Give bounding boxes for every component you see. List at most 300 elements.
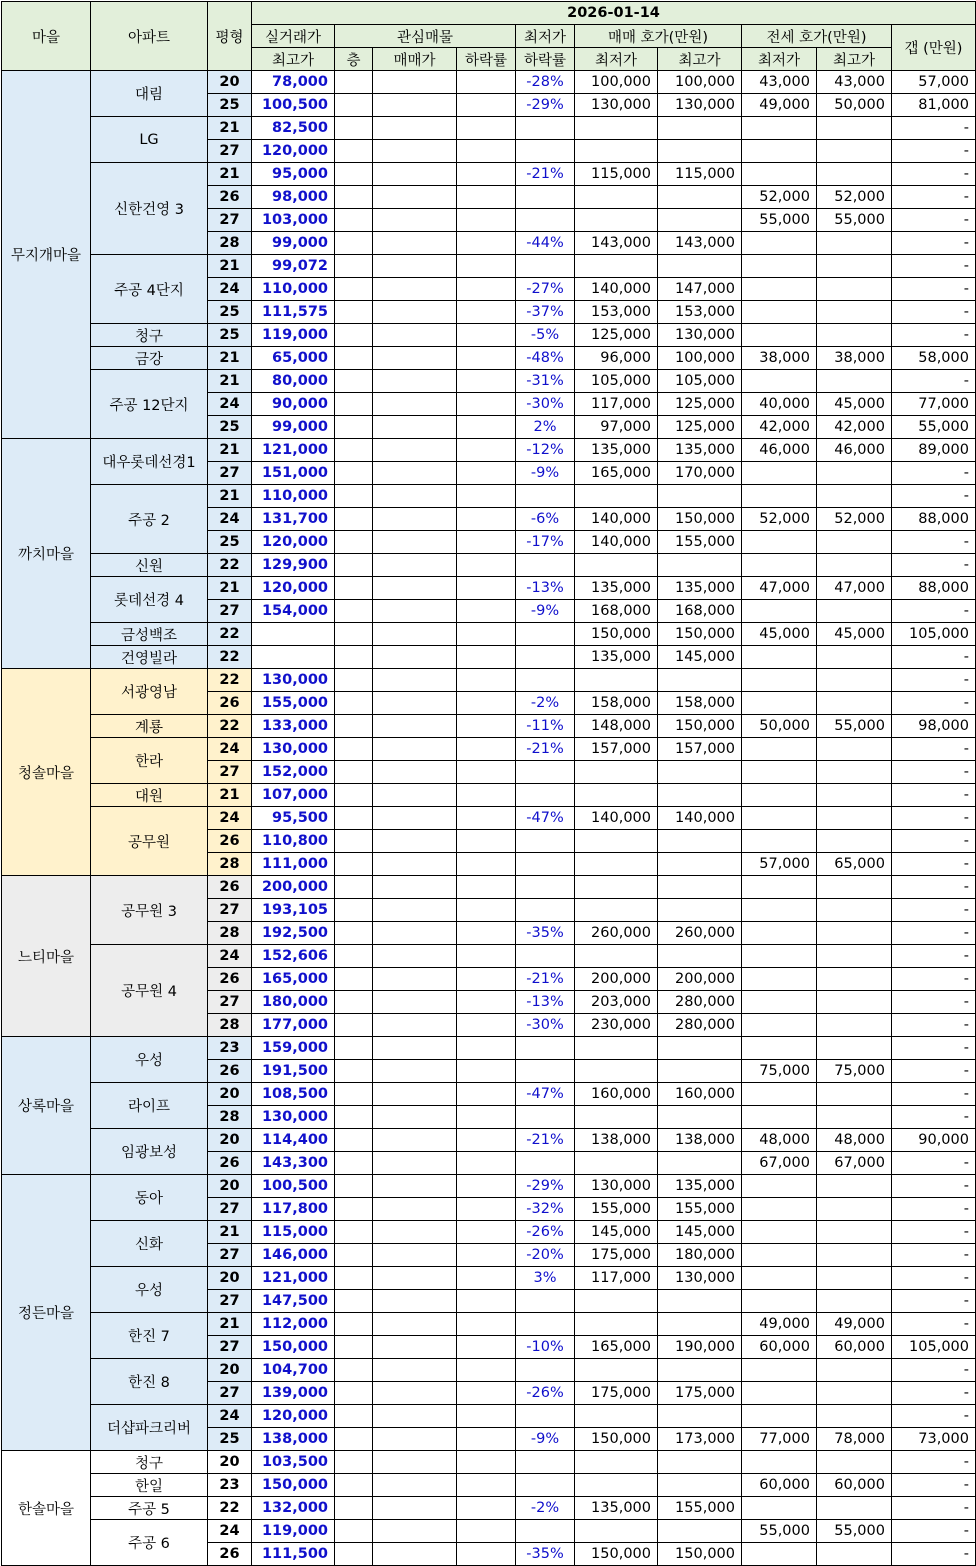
interest-floor bbox=[335, 968, 373, 991]
interest-drop-rate bbox=[457, 462, 516, 485]
lowest-drop-rate bbox=[516, 1520, 575, 1543]
header-pyeong: 평형 bbox=[208, 2, 252, 71]
real-max-price: 99,072 bbox=[252, 255, 335, 278]
lowest-drop-rate: 3% bbox=[516, 1267, 575, 1290]
pyeong-value: 21 bbox=[208, 163, 252, 186]
jeonse-min-price: 75,000 bbox=[742, 1060, 817, 1083]
gap-value: - bbox=[892, 1543, 976, 1566]
gap-value: 105,000 bbox=[892, 623, 976, 646]
ask-min-price: 148,000 bbox=[575, 715, 658, 738]
lowest-drop-rate: -35% bbox=[516, 1543, 575, 1566]
pyeong-value: 27 bbox=[208, 1382, 252, 1405]
jeonse-max-price bbox=[817, 646, 892, 669]
jeonse-max-price bbox=[817, 1405, 892, 1428]
apartment-name: 한일 bbox=[91, 1474, 208, 1497]
lowest-drop-rate bbox=[516, 209, 575, 232]
ask-max-price bbox=[658, 554, 742, 577]
ask-max-price: 100,000 bbox=[658, 71, 742, 94]
pyeong-value: 23 bbox=[208, 1474, 252, 1497]
gap-value: 88,000 bbox=[892, 508, 976, 531]
real-max-price: 119,000 bbox=[252, 1520, 335, 1543]
village-name: 느티마을 bbox=[2, 876, 91, 1037]
table-row bbox=[2, 1267, 976, 1290]
jeonse-min-price: 46,000 bbox=[742, 439, 817, 462]
lowest-drop-rate bbox=[516, 186, 575, 209]
interest-floor bbox=[335, 1405, 373, 1428]
jeonse-max-price bbox=[817, 531, 892, 554]
lowest-drop-rate: -12% bbox=[516, 439, 575, 462]
gap-value: - bbox=[892, 1175, 976, 1198]
jeonse-max-price: 55,000 bbox=[817, 1520, 892, 1543]
apartment-name: 신화 bbox=[91, 1221, 208, 1267]
interest-drop-rate bbox=[457, 393, 516, 416]
interest-sale-price bbox=[373, 991, 457, 1014]
lowest-drop-rate: -30% bbox=[516, 393, 575, 416]
gap-value: - bbox=[892, 692, 976, 715]
gap-value: - bbox=[892, 784, 976, 807]
table-row bbox=[2, 1359, 976, 1382]
header-gap: 갭 (만원) bbox=[892, 25, 976, 71]
jeonse-max-price: 48,000 bbox=[817, 1129, 892, 1152]
interest-floor bbox=[335, 1451, 373, 1474]
ask-max-price: 147,000 bbox=[658, 278, 742, 301]
gap-value: - bbox=[892, 232, 976, 255]
real-max-price: 65,000 bbox=[252, 347, 335, 370]
gap-value: - bbox=[892, 1267, 976, 1290]
pyeong-value: 27 bbox=[208, 1290, 252, 1313]
real-max-price: 111,575 bbox=[252, 301, 335, 324]
interest-drop-rate bbox=[457, 1359, 516, 1382]
ask-max-price: 175,000 bbox=[658, 1382, 742, 1405]
apartment-name: 우성 bbox=[91, 1037, 208, 1083]
interest-sale-price bbox=[373, 1543, 457, 1566]
gap-value: - bbox=[892, 1313, 976, 1336]
real-max-price: 200,000 bbox=[252, 876, 335, 899]
real-max-price: 192,500 bbox=[252, 922, 335, 945]
table-row bbox=[2, 738, 976, 761]
pyeong-value: 20 bbox=[208, 1175, 252, 1198]
pyeong-value: 24 bbox=[208, 945, 252, 968]
lowest-drop-rate: 2% bbox=[516, 416, 575, 439]
real-max-price: 111,500 bbox=[252, 1543, 335, 1566]
interest-floor bbox=[335, 554, 373, 577]
lowest-drop-rate: -44% bbox=[516, 232, 575, 255]
lowest-drop-rate bbox=[516, 140, 575, 163]
interest-drop-rate bbox=[457, 830, 516, 853]
interest-drop-rate bbox=[457, 416, 516, 439]
jeonse-min-price bbox=[742, 761, 817, 784]
pyeong-value: 25 bbox=[208, 324, 252, 347]
ask-min-price bbox=[575, 1152, 658, 1175]
ask-min-price: 135,000 bbox=[575, 577, 658, 600]
jeonse-min-price: 43,000 bbox=[742, 71, 817, 94]
real-max-price: 111,000 bbox=[252, 853, 335, 876]
ask-max-price bbox=[658, 1313, 742, 1336]
ask-min-price bbox=[575, 1451, 658, 1474]
interest-floor bbox=[335, 1198, 373, 1221]
interest-drop-rate bbox=[457, 1014, 516, 1037]
lowest-drop-rate: -13% bbox=[516, 577, 575, 600]
interest-sale-price bbox=[373, 1129, 457, 1152]
interest-sale-price bbox=[373, 1382, 457, 1405]
real-max-price: 117,800 bbox=[252, 1198, 335, 1221]
ask-max-price bbox=[658, 1359, 742, 1382]
pyeong-value: 21 bbox=[208, 347, 252, 370]
ask-max-price bbox=[658, 876, 742, 899]
jeonse-min-price bbox=[742, 278, 817, 301]
jeonse-min-price bbox=[742, 1359, 817, 1382]
interest-floor bbox=[335, 1083, 373, 1106]
gap-value: - bbox=[892, 462, 976, 485]
interest-sale-price bbox=[373, 1359, 457, 1382]
pyeong-value: 27 bbox=[208, 600, 252, 623]
ask-max-price bbox=[658, 761, 742, 784]
gap-value: 90,000 bbox=[892, 1129, 976, 1152]
real-max-price: 150,000 bbox=[252, 1474, 335, 1497]
interest-drop-rate bbox=[457, 1543, 516, 1566]
jeonse-max-price bbox=[817, 1267, 892, 1290]
gap-value: - bbox=[892, 1198, 976, 1221]
gap-value: - bbox=[892, 807, 976, 830]
interest-floor bbox=[335, 531, 373, 554]
ask-max-price bbox=[658, 1451, 742, 1474]
jeonse-max-price bbox=[817, 899, 892, 922]
interest-sale-price bbox=[373, 715, 457, 738]
interest-floor bbox=[335, 1474, 373, 1497]
jeonse-max-price bbox=[817, 1290, 892, 1313]
apartment-name: 공무원 bbox=[91, 807, 208, 876]
interest-floor bbox=[335, 600, 373, 623]
table-row bbox=[2, 784, 976, 807]
village-name: 까치마을 bbox=[2, 439, 91, 669]
ask-max-price bbox=[658, 1152, 742, 1175]
lowest-drop-rate: -37% bbox=[516, 301, 575, 324]
pyeong-value: 20 bbox=[208, 1129, 252, 1152]
gap-value: - bbox=[892, 1037, 976, 1060]
real-max-price: 143,300 bbox=[252, 1152, 335, 1175]
gap-value: - bbox=[892, 278, 976, 301]
interest-sale-price bbox=[373, 485, 457, 508]
gap-value: 58,000 bbox=[892, 347, 976, 370]
real-max-price: 95,000 bbox=[252, 163, 335, 186]
interest-sale-price bbox=[373, 209, 457, 232]
apartment-name: LG bbox=[91, 117, 208, 163]
interest-floor bbox=[335, 163, 373, 186]
lowest-drop-rate bbox=[516, 784, 575, 807]
ask-max-price bbox=[658, 1474, 742, 1497]
lowest-drop-rate bbox=[516, 669, 575, 692]
lowest-drop-rate bbox=[516, 876, 575, 899]
interest-sale-price bbox=[373, 945, 457, 968]
gap-value: - bbox=[892, 830, 976, 853]
apartment-name: 금성백조 bbox=[91, 623, 208, 646]
village-name: 청솔마을 bbox=[2, 669, 91, 876]
ask-min-price bbox=[575, 1106, 658, 1129]
lowest-drop-rate: -31% bbox=[516, 370, 575, 393]
apartment-name: 대우롯데선경1 bbox=[91, 439, 208, 485]
ask-max-price: 130,000 bbox=[658, 324, 742, 347]
interest-sale-price bbox=[373, 232, 457, 255]
ask-max-price: 143,000 bbox=[658, 232, 742, 255]
interest-floor bbox=[335, 830, 373, 853]
interest-drop-rate bbox=[457, 1497, 516, 1520]
real-max-price: 130,000 bbox=[252, 669, 335, 692]
apartment-name: 주공 6 bbox=[91, 1520, 208, 1566]
real-max-price: 130,000 bbox=[252, 738, 335, 761]
gap-value: - bbox=[892, 1474, 976, 1497]
jeonse-max-price bbox=[817, 761, 892, 784]
real-max-price: 150,000 bbox=[252, 1336, 335, 1359]
interest-drop-rate bbox=[457, 1520, 516, 1543]
jeonse-min-price bbox=[742, 1290, 817, 1313]
ask-min-price: 155,000 bbox=[575, 1198, 658, 1221]
gap-value: - bbox=[892, 761, 976, 784]
pyeong-value: 28 bbox=[208, 1106, 252, 1129]
ask-max-price: 130,000 bbox=[658, 94, 742, 117]
ask-max-price bbox=[658, 209, 742, 232]
jeonse-max-price: 78,000 bbox=[817, 1428, 892, 1451]
header-sale: 매매가 bbox=[373, 48, 457, 71]
interest-drop-rate bbox=[457, 945, 516, 968]
gap-value: - bbox=[892, 370, 976, 393]
pyeong-value: 25 bbox=[208, 94, 252, 117]
gap-value: - bbox=[892, 899, 976, 922]
jeonse-min-price: 60,000 bbox=[742, 1474, 817, 1497]
jeonse-max-price: 47,000 bbox=[817, 577, 892, 600]
ask-min-price bbox=[575, 761, 658, 784]
real-max-price: 151,000 bbox=[252, 462, 335, 485]
jeonse-max-price bbox=[817, 1175, 892, 1198]
header-ask: 매매 호가(만원) bbox=[575, 25, 742, 48]
interest-sale-price bbox=[373, 968, 457, 991]
pyeong-value: 22 bbox=[208, 669, 252, 692]
pyeong-value: 21 bbox=[208, 1221, 252, 1244]
apartment-name: 신한건영 3 bbox=[91, 163, 208, 255]
pyeong-value: 24 bbox=[208, 738, 252, 761]
jeonse-max-price bbox=[817, 692, 892, 715]
jeonse-min-price bbox=[742, 531, 817, 554]
pyeong-value: 26 bbox=[208, 186, 252, 209]
gap-value: - bbox=[892, 255, 976, 278]
pyeong-value: 26 bbox=[208, 1060, 252, 1083]
jeonse-max-price: 42,000 bbox=[817, 416, 892, 439]
real-max-price: 154,000 bbox=[252, 600, 335, 623]
jeonse-min-price: 47,000 bbox=[742, 577, 817, 600]
pyeong-value: 27 bbox=[208, 140, 252, 163]
real-max-price: 121,000 bbox=[252, 1267, 335, 1290]
jeonse-min-price bbox=[742, 1175, 817, 1198]
ask-max-price: 125,000 bbox=[658, 393, 742, 416]
interest-sale-price bbox=[373, 94, 457, 117]
jeonse-min-price bbox=[742, 830, 817, 853]
jeonse-max-price bbox=[817, 830, 892, 853]
ask-min-price: 97,000 bbox=[575, 416, 658, 439]
interest-drop-rate bbox=[457, 1106, 516, 1129]
interest-drop-rate bbox=[457, 876, 516, 899]
interest-floor bbox=[335, 715, 373, 738]
ask-max-price: 125,000 bbox=[658, 416, 742, 439]
jeonse-max-price: 50,000 bbox=[817, 94, 892, 117]
jeonse-max-price bbox=[817, 1083, 892, 1106]
real-max-price: 98,000 bbox=[252, 186, 335, 209]
interest-drop-rate bbox=[457, 163, 516, 186]
lowest-drop-rate: -21% bbox=[516, 968, 575, 991]
interest-floor bbox=[335, 370, 373, 393]
table-row bbox=[2, 945, 976, 968]
jeonse-max-price bbox=[817, 669, 892, 692]
real-max-price: 152,000 bbox=[252, 761, 335, 784]
pyeong-value: 24 bbox=[208, 508, 252, 531]
lowest-drop-rate: -6% bbox=[516, 508, 575, 531]
gap-value: - bbox=[892, 669, 976, 692]
interest-sale-price bbox=[373, 692, 457, 715]
ask-max-price: 200,000 bbox=[658, 968, 742, 991]
pyeong-value: 26 bbox=[208, 1543, 252, 1566]
jeonse-max-price bbox=[817, 140, 892, 163]
interest-floor bbox=[335, 416, 373, 439]
apartment-name: 롯데선경 4 bbox=[91, 577, 208, 623]
ask-min-price bbox=[575, 669, 658, 692]
pyeong-value: 21 bbox=[208, 255, 252, 278]
interest-drop-rate bbox=[457, 738, 516, 761]
ask-min-price: 138,000 bbox=[575, 1129, 658, 1152]
interest-drop-rate bbox=[457, 669, 516, 692]
interest-drop-rate bbox=[457, 186, 516, 209]
pyeong-value: 27 bbox=[208, 991, 252, 1014]
interest-floor bbox=[335, 1152, 373, 1175]
real-max-price: 103,500 bbox=[252, 1451, 335, 1474]
jeonse-min-price bbox=[742, 1037, 817, 1060]
table-row bbox=[2, 1497, 976, 1520]
interest-floor bbox=[335, 1359, 373, 1382]
lowest-drop-rate bbox=[516, 623, 575, 646]
interest-drop-rate bbox=[457, 1198, 516, 1221]
apartment-name: 공무원 4 bbox=[91, 945, 208, 1037]
interest-floor bbox=[335, 1428, 373, 1451]
pyeong-value: 27 bbox=[208, 761, 252, 784]
ask-max-price: 145,000 bbox=[658, 1221, 742, 1244]
ask-min-price bbox=[575, 255, 658, 278]
pyeong-value: 21 bbox=[208, 370, 252, 393]
gap-value: - bbox=[892, 1083, 976, 1106]
interest-sale-price bbox=[373, 646, 457, 669]
pyeong-value: 27 bbox=[208, 1244, 252, 1267]
jeonse-max-price bbox=[817, 117, 892, 140]
gap-value: - bbox=[892, 1520, 976, 1543]
interest-floor bbox=[335, 1106, 373, 1129]
interest-drop-rate bbox=[457, 1290, 516, 1313]
table-row bbox=[2, 577, 976, 600]
village-name: 한솔마을 bbox=[2, 1451, 91, 1566]
interest-drop-rate bbox=[457, 1083, 516, 1106]
jeonse-min-price bbox=[742, 1497, 817, 1520]
jeonse-max-price bbox=[817, 462, 892, 485]
interest-drop-rate bbox=[457, 1336, 516, 1359]
interest-sale-price bbox=[373, 347, 457, 370]
jeonse-min-price: 42,000 bbox=[742, 416, 817, 439]
table-row bbox=[2, 1313, 976, 1336]
jeonse-min-price bbox=[742, 1543, 817, 1566]
lowest-drop-rate bbox=[516, 1152, 575, 1175]
ask-max-price bbox=[658, 485, 742, 508]
lowest-drop-rate: -29% bbox=[516, 1175, 575, 1198]
interest-drop-rate bbox=[457, 761, 516, 784]
jeonse-min-price bbox=[742, 1106, 817, 1129]
ask-min-price: 203,000 bbox=[575, 991, 658, 1014]
pyeong-value: 21 bbox=[208, 577, 252, 600]
interest-drop-rate bbox=[457, 922, 516, 945]
gap-value: 89,000 bbox=[892, 439, 976, 462]
pyeong-value: 21 bbox=[208, 1313, 252, 1336]
ask-max-price: 260,000 bbox=[658, 922, 742, 945]
ask-min-price: 165,000 bbox=[575, 462, 658, 485]
pyeong-value: 27 bbox=[208, 209, 252, 232]
interest-sale-price bbox=[373, 462, 457, 485]
interest-drop-rate bbox=[457, 531, 516, 554]
table-row bbox=[2, 876, 976, 899]
lowest-drop-rate: -2% bbox=[516, 692, 575, 715]
interest-sale-price bbox=[373, 1106, 457, 1129]
ask-min-price: 168,000 bbox=[575, 600, 658, 623]
ask-min-price bbox=[575, 1290, 658, 1313]
interest-sale-price bbox=[373, 324, 457, 347]
gap-value: - bbox=[892, 531, 976, 554]
interest-floor bbox=[335, 1336, 373, 1359]
real-max-price: 110,000 bbox=[252, 278, 335, 301]
real-max-price: 112,000 bbox=[252, 1313, 335, 1336]
ask-min-price: 105,000 bbox=[575, 370, 658, 393]
interest-sale-price bbox=[373, 876, 457, 899]
ask-min-price: 143,000 bbox=[575, 232, 658, 255]
interest-drop-rate bbox=[457, 1037, 516, 1060]
jeonse-min-price bbox=[742, 232, 817, 255]
lowest-drop-rate: -47% bbox=[516, 807, 575, 830]
table-row bbox=[2, 669, 976, 692]
gap-value: - bbox=[892, 922, 976, 945]
real-max-price: 104,700 bbox=[252, 1359, 335, 1382]
real-max-price: 147,500 bbox=[252, 1290, 335, 1313]
ask-min-price: 130,000 bbox=[575, 1175, 658, 1198]
interest-sale-price bbox=[373, 623, 457, 646]
pyeong-value: 22 bbox=[208, 623, 252, 646]
ask-min-price: 260,000 bbox=[575, 922, 658, 945]
jeonse-min-price: 40,000 bbox=[742, 393, 817, 416]
jeonse-min-price bbox=[742, 140, 817, 163]
ask-min-price: 165,000 bbox=[575, 1336, 658, 1359]
ask-max-price: 158,000 bbox=[658, 692, 742, 715]
pyeong-value: 25 bbox=[208, 301, 252, 324]
ask-max-price: 150,000 bbox=[658, 623, 742, 646]
jeonse-max-price bbox=[817, 1359, 892, 1382]
jeonse-max-price bbox=[817, 232, 892, 255]
lowest-drop-rate: -48% bbox=[516, 347, 575, 370]
header-jeonse: 전세 호가(만원) bbox=[742, 25, 892, 48]
jeonse-min-price bbox=[742, 1267, 817, 1290]
table-row bbox=[2, 1451, 976, 1474]
apartment-name: 대원 bbox=[91, 784, 208, 807]
interest-sale-price bbox=[373, 370, 457, 393]
pyeong-value: 28 bbox=[208, 1014, 252, 1037]
lowest-drop-rate bbox=[516, 1359, 575, 1382]
real-max-price: 114,400 bbox=[252, 1129, 335, 1152]
interest-sale-price bbox=[373, 1497, 457, 1520]
real-max-price: 103,000 bbox=[252, 209, 335, 232]
ask-max-price: 135,000 bbox=[658, 439, 742, 462]
ask-max-price bbox=[658, 830, 742, 853]
jeonse-max-price bbox=[817, 922, 892, 945]
ask-min-price bbox=[575, 1313, 658, 1336]
jeonse-max-price bbox=[817, 876, 892, 899]
